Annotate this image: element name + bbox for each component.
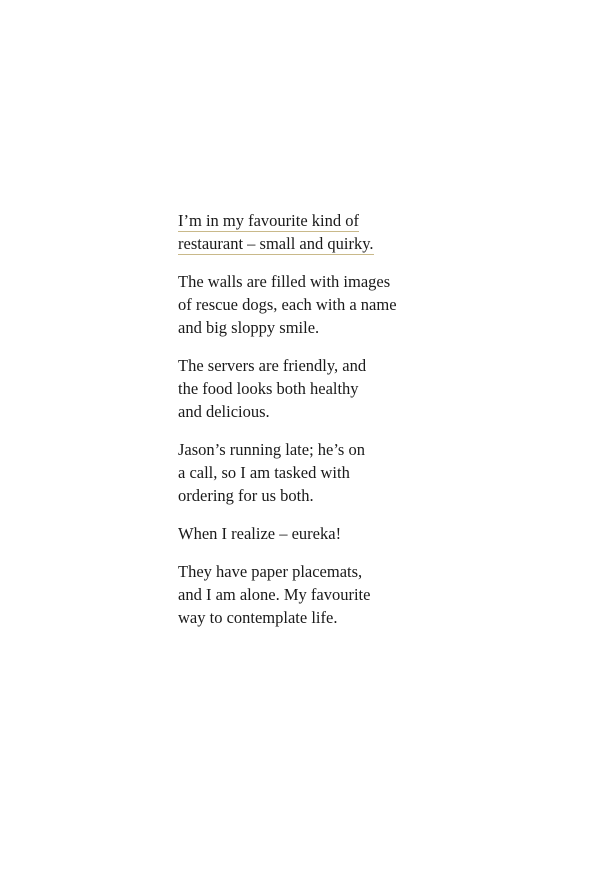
text-line: and big sloppy smile. xyxy=(178,318,320,337)
text-line: They have paper placemats, xyxy=(178,562,363,581)
paragraph-3 xyxy=(178,354,438,423)
text-line: ordering for us both. xyxy=(178,486,314,505)
text-line: Jason’s running late; he’s on xyxy=(178,440,365,459)
text-line: When I realize – eureka! xyxy=(178,524,342,543)
text-line: a call, so I am tasked with xyxy=(178,463,350,482)
text-line: and I am alone. My favourite xyxy=(178,585,371,604)
paragraph-1 xyxy=(178,209,438,255)
text-line: of rescue dogs, each with a name xyxy=(178,295,397,314)
text-line: The walls are filled with images xyxy=(178,272,391,291)
paragraph-4 xyxy=(178,438,438,507)
text-line: way to contemplate life. xyxy=(178,608,338,627)
text-line: The servers are friendly, and xyxy=(178,356,367,375)
poem-text xyxy=(178,209,438,644)
paragraph-2 xyxy=(178,270,438,339)
paragraph-5 xyxy=(178,522,438,545)
text-line: and delicious. xyxy=(178,402,270,421)
text-line: the food looks both healthy xyxy=(178,379,359,398)
paragraph-6 xyxy=(178,560,438,629)
highlighted-line: I’m in my favourite kind of xyxy=(178,211,360,230)
highlighted-line: restaurant – small and quirky. xyxy=(178,234,374,253)
